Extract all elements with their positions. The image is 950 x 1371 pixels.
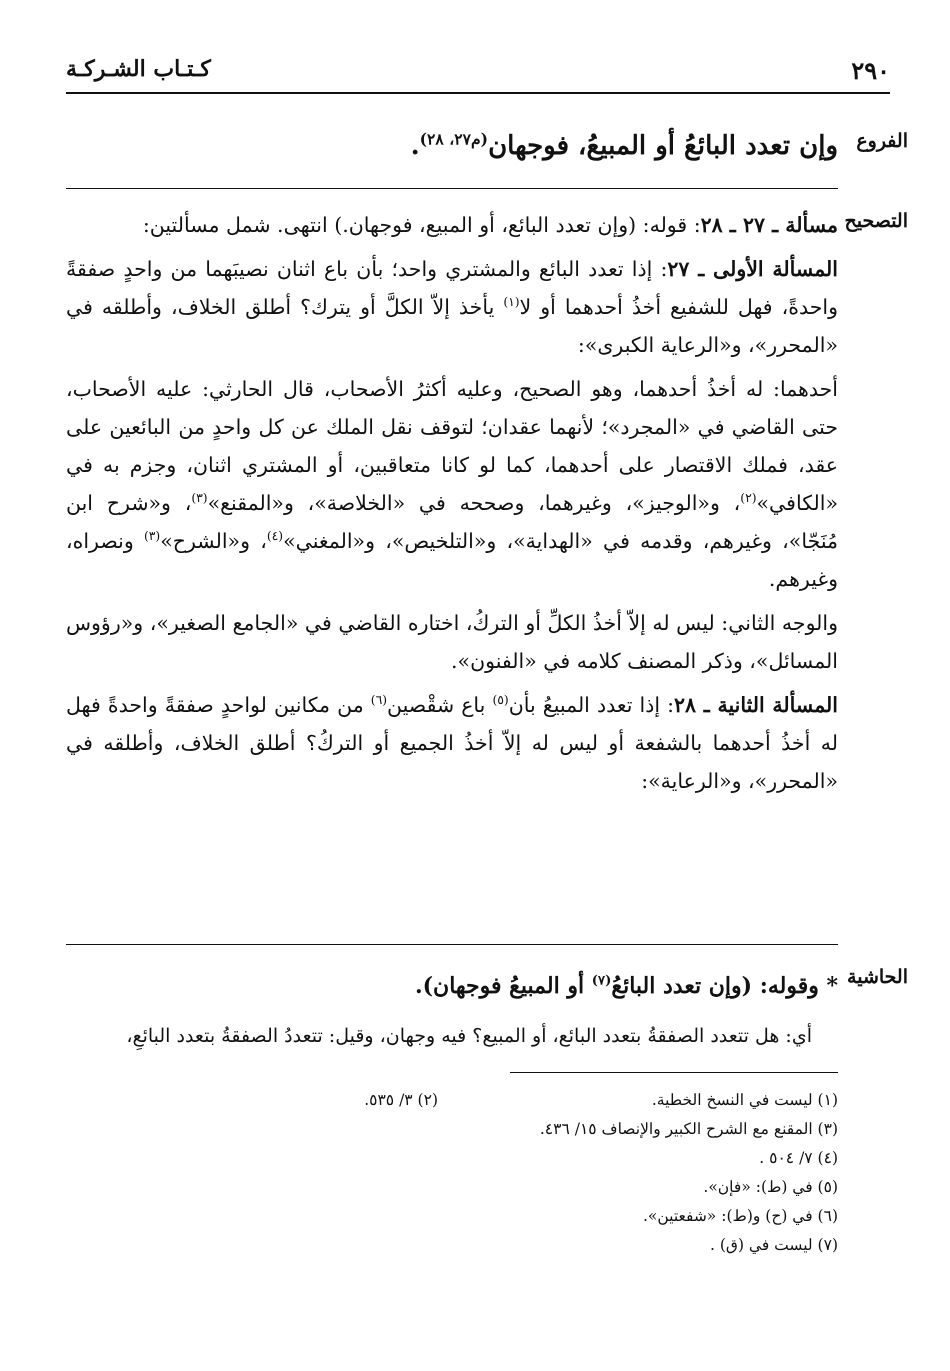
tashih-paragraph-4: والوجه الثاني: ليس له إلاّ أخذُ الكلِّ أو التركُ، اختاره القاضي في «الجامع الصغير»، و«رؤوس المسائل»، وذكر المصنف كلامه في «الفنون». <box>66 611 838 673</box>
footnote-1: (١) ليست في النسخ الخطية. <box>651 1091 838 1109</box>
hashiya-heading: * وقوله: (وإن تعدد البائعُ$^{(٧)}$ أو المبيعُ فوجهان). <box>414 973 838 999</box>
footnote-row <box>90 1144 838 1173</box>
tashih-paragraph-5: المسألة الثانية ـ ٢٨: إذا تعدد المبيعُ بأن$^{(٥)}$ باع شقْصين$^{(٦)}$ من مكانين لواحدٍ صفقةً واحدةً فهل له أخذُ أحدهما بالشفعة أو ليس له إلاّ أخذُ الجميع أو التركُ؟ أطلق الخلاف، وأطلقه في «المحرر»، و«الرعاية»: <box>66 693 838 793</box>
second-masala-heading: المسألة الثانية ـ ٢٨ <box>674 693 838 717</box>
tashih-paragraph-3: أحدهما: له أخذُ أحدهما، وهو الصحيح، وعليه أكثرُ الأصحاب، قال الحارثي: عليه الأصحاب، حتى القاضي في «المجرد»؛ لأنهما عقدان؛ لتوقف نقل الملك عن كل واحدٍ من البائعين على عقد، فملك الاقتصار على أحدهما، كما لو كانا متعاقبين، أو المشتري اثنان، وجزم به في «الكافي»$^{(٢)}$، و«الوجيز»، وغيرهما، وصححه في «الخلاصة»، و«المقنع»$^{(٣)}$، و«شرح ابن مُنَجّا»، وغيرهم، وقدمه في «الهداية»، و«التلخيص»، و«المغني»$^{(٤)}$، و«الشرح»$^{(٣)}$ ونصراه، وغيرهم. <box>66 377 838 591</box>
footnote-row <box>90 1086 838 1115</box>
footnote-row <box>90 1115 838 1144</box>
footnote-5: (٥) في (ط): «فإن». <box>703 1178 838 1196</box>
footnote-row <box>90 1173 838 1202</box>
footnote-7: (٧) ليست في (ق) . <box>710 1236 838 1254</box>
footnote-4: (٤) ٧/ ٥٠٤ . <box>759 1149 838 1167</box>
hashiya-body: أي: هل تتعدد الصفقةُ بتعدد البائع، أو المبيع؟ فيه وجهان، وقيل: تتعددُ الصفقةُ بتعدد البائعِ، <box>126 1025 812 1047</box>
tashih-paragraph-1: مسألة ـ ٢٧ ـ ٢٨: قوله: (وإن تعدد البائع، أو المبيع، فوجهان.) انتهى. شمل مسألتين: <box>142 213 838 237</box>
page-header <box>66 56 890 90</box>
footnote-mark-6: (٦) <box>370 693 387 708</box>
furu-text: وإن تعدد البائعُ أو المبيعُ، فوجهان$^{(م٢٧، ٢٨)}$. <box>410 129 838 161</box>
masala-heading: مسألة ـ ٢٧ ـ ٢٨ <box>700 213 838 237</box>
header-rule <box>66 92 890 94</box>
footnote-mark-3b: (٣) <box>143 529 161 544</box>
footnotes <box>90 1086 838 1260</box>
tashih-paragraph-2: المسألة الأولى ـ ٢٧: إذا تعدد البائع والمشتري واحد؛ بأن باع اثنان نصيبَهما من واحدٍ صفقةً واحدةً، فهل للشفيع أخذُ أحدهما أو لا$^{(١)}$ يأخذ إلاّ الكلَّ أو يترك؟ أطلق الخلاف، وأطلقه في «المحرر»، و«الرعاية الكبرى»: <box>66 257 838 357</box>
footnote-6: (٦) في (ح) و(ط): «شفعتين». <box>642 1207 838 1225</box>
furu-main: وإن تعدد البائعُ أو المبيعُ، فوجهان <box>488 131 838 161</box>
footnote-mark-5: (٥) <box>492 693 509 708</box>
footnote-mark-2: (٢) <box>740 491 757 506</box>
footnote-3: (٣) المقنع مع الشرح الكبير والإنصاف ١٥/ ٤٣٦. <box>539 1120 838 1138</box>
page-number: ٢٩٠ <box>851 56 890 85</box>
label-furu: الفروع <box>856 130 908 152</box>
footnote-mark-3: (٣) <box>191 491 208 506</box>
section-rule-2 <box>66 944 838 945</box>
footnote-row <box>90 1231 838 1260</box>
first-masala-heading: المسألة الأولى ـ ٢٧ <box>667 257 838 281</box>
label-hashiya: الحاشية <box>847 966 908 988</box>
section-rule-1 <box>66 188 838 189</box>
footnote-2: (٢) ٣/ ٥٣٥. <box>364 1091 438 1109</box>
label-tashih: التصحيح <box>844 210 908 232</box>
footnote-separator <box>510 1072 838 1073</box>
furu-ref: (م٢٧، ٢٨) <box>419 129 489 149</box>
tashih-section <box>66 206 838 800</box>
footnote-row <box>90 1202 838 1231</box>
footnote-mark-4: (٤) <box>266 529 284 544</box>
footnote-mark-7: (٧) <box>591 973 612 989</box>
footnote-mark-1: (١) <box>503 295 520 310</box>
book-title: كـتـاب الشـركـة <box>66 56 211 82</box>
